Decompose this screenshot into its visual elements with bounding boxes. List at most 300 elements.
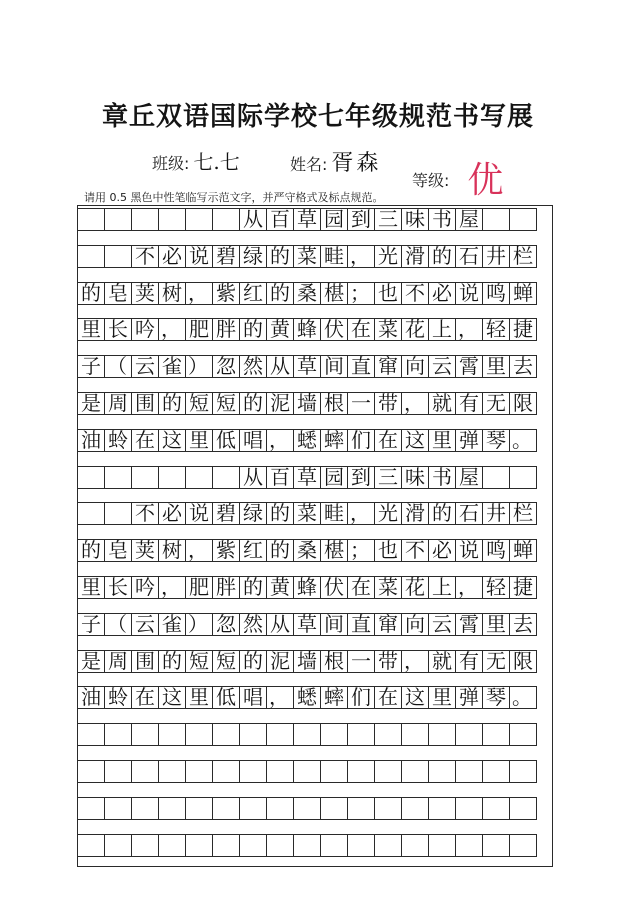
grid-cell <box>104 797 132 820</box>
grid-cell: 低 <box>212 686 240 709</box>
grid-cell: 从 <box>239 208 267 231</box>
grid-cell <box>212 208 240 231</box>
class-value: 七.七 <box>193 150 240 174</box>
grid-cell: 。 <box>509 429 537 452</box>
grid-cell: 蛉 <box>104 429 132 452</box>
writing-row <box>77 760 553 783</box>
grid-cell: 就 <box>428 392 456 415</box>
grid-cell: 限 <box>509 650 537 673</box>
grid-cell: 里 <box>77 576 105 599</box>
grid-cell <box>77 245 105 268</box>
grid-cell: 绿 <box>239 502 267 525</box>
grid-cell: 在 <box>131 686 159 709</box>
grid-cell <box>455 723 483 746</box>
grid-cell <box>455 760 483 783</box>
grid-cell <box>131 208 159 231</box>
grid-cell: 是 <box>77 650 105 673</box>
grid-cell: 上 <box>428 318 456 341</box>
writing-row <box>77 282 553 305</box>
grid-cell: 味 <box>401 208 429 231</box>
grid-cell: 说 <box>185 245 213 268</box>
grid-cell: 畦 <box>320 245 348 268</box>
grid-cell <box>320 834 348 857</box>
grid-cell <box>374 760 402 783</box>
grid-cell <box>482 466 510 489</box>
grid-cell <box>77 834 105 857</box>
grid-cell <box>428 834 456 857</box>
grid-cell <box>482 797 510 820</box>
grid-cell: 皂 <box>104 539 132 562</box>
grid-cell: 伏 <box>320 318 348 341</box>
grid-cell <box>158 208 186 231</box>
grid-cell: 云 <box>428 613 456 636</box>
grid-cell: 里 <box>482 613 510 636</box>
grid-cell: 这 <box>158 429 186 452</box>
grid-cell: 是 <box>77 392 105 415</box>
grid-cell: 不 <box>131 502 159 525</box>
grid-cell <box>158 723 186 746</box>
grid-cell: 捷 <box>509 318 537 341</box>
grid-cell: 短 <box>185 650 213 673</box>
grid-cell: 蝉 <box>509 282 537 305</box>
grid-cell <box>131 723 159 746</box>
grid-cell: 忽 <box>212 613 240 636</box>
grid-cell: 蛉 <box>104 686 132 709</box>
grid-cell <box>455 834 483 857</box>
grid-cell <box>185 760 213 783</box>
page-title: 章丘双语国际学校七年级规范书写展 <box>101 102 534 132</box>
grid-cell: 油 <box>77 686 105 709</box>
grid-cell: 上 <box>428 576 456 599</box>
grid-cell <box>266 760 294 783</box>
grid-cell: 紫 <box>212 539 240 562</box>
grid-cell: 泥 <box>266 392 294 415</box>
grid-cell: 光 <box>374 245 402 268</box>
grid-cell: 然 <box>239 613 267 636</box>
grid-cell: 必 <box>158 245 186 268</box>
grid-cell <box>77 466 105 489</box>
grid-cell: 桑 <box>293 539 321 562</box>
grid-cell: 在 <box>131 429 159 452</box>
grid-cell: 园 <box>320 466 348 489</box>
grid-cell: 里 <box>185 686 213 709</box>
grid-cell: 草 <box>293 208 321 231</box>
grid-cell <box>320 760 348 783</box>
grid-cell: ） <box>185 355 213 378</box>
grid-cell: 也 <box>374 282 402 305</box>
grid-cell: 们 <box>347 686 375 709</box>
grid-cell: 不 <box>131 245 159 268</box>
grid-cell: 必 <box>428 539 456 562</box>
writing-row <box>77 539 553 562</box>
grid-cell <box>320 797 348 820</box>
grid-cell: 肥 <box>185 318 213 341</box>
grid-cell <box>239 760 267 783</box>
grid-cell: 就 <box>428 650 456 673</box>
grid-cell: 围 <box>131 650 159 673</box>
grid-cell <box>158 760 186 783</box>
writing-row <box>77 502 553 525</box>
grid-cell: 从 <box>239 466 267 489</box>
grid-cell <box>428 723 456 746</box>
grid-cell: 唱 <box>239 686 267 709</box>
grid-cell: 向 <box>401 355 429 378</box>
grid-cell <box>509 797 537 820</box>
grid-cell: ， <box>401 650 429 673</box>
grid-cell: 从 <box>266 613 294 636</box>
grid-cell: 滑 <box>401 502 429 525</box>
grid-cell: 里 <box>77 318 105 341</box>
writing-row <box>77 834 553 857</box>
grid-cell: 伏 <box>320 576 348 599</box>
grid-cell: 草 <box>293 466 321 489</box>
grid-cell: 桑 <box>293 282 321 305</box>
grid-cell: 不 <box>401 282 429 305</box>
grid-cell: 周 <box>104 392 132 415</box>
grid-cell: 到 <box>347 208 375 231</box>
grid-cell: 子 <box>77 613 105 636</box>
grid-cell: 窜 <box>374 613 402 636</box>
grid-cell: 椹 <box>320 539 348 562</box>
grid-cell: 草 <box>293 613 321 636</box>
grid-cell: 屋 <box>455 466 483 489</box>
grade-field <box>412 146 504 201</box>
grid-cell: 这 <box>158 686 186 709</box>
grid-cell <box>77 760 105 783</box>
writing-row <box>77 208 553 231</box>
grid-cell: 胖 <box>212 576 240 599</box>
grid-cell: （ <box>104 355 132 378</box>
grid-cell <box>239 834 267 857</box>
writing-row <box>77 576 553 599</box>
grid-cell <box>347 834 375 857</box>
grid-cell: 园 <box>320 208 348 231</box>
grid-cell <box>482 760 510 783</box>
grid-cell: ， <box>266 686 294 709</box>
grid-cell: 蟋 <box>293 429 321 452</box>
grid-cell: 皂 <box>104 282 132 305</box>
class-label: 班级: <box>152 154 190 173</box>
grid-cell: 书 <box>428 466 456 489</box>
grid-cell: 雀 <box>158 613 186 636</box>
grid-cell: 弹 <box>455 686 483 709</box>
grid-cell: ， <box>185 539 213 562</box>
grid-cell: 去 <box>509 355 537 378</box>
grid-cell <box>77 723 105 746</box>
grid-cell: 轻 <box>482 318 510 341</box>
grid-cell: 琴 <box>482 429 510 452</box>
grid-cell <box>428 760 456 783</box>
grid-cell <box>509 834 537 857</box>
grid-cell: 栏 <box>509 245 537 268</box>
grid-cell: 的 <box>158 650 186 673</box>
writing-row <box>77 613 553 636</box>
grid-cell: 的 <box>239 392 267 415</box>
grid-cell: 唱 <box>239 429 267 452</box>
grid-cell: ， <box>266 429 294 452</box>
grid-cell: 屋 <box>455 208 483 231</box>
grid-cell: ， <box>158 318 186 341</box>
grid-cell <box>509 466 537 489</box>
grid-cell: 椹 <box>320 282 348 305</box>
grid-cell: 说 <box>455 282 483 305</box>
grid-cell: 油 <box>77 429 105 452</box>
grid-cell: 的 <box>77 539 105 562</box>
grid-cell: 琴 <box>482 686 510 709</box>
grid-cell: 直 <box>347 613 375 636</box>
grid-cell: 碧 <box>212 502 240 525</box>
grid-cell: 们 <box>347 429 375 452</box>
grid-cell: 根 <box>320 650 348 673</box>
grid-cell <box>185 723 213 746</box>
grid-cell <box>293 834 321 857</box>
grid-cell: 里 <box>482 355 510 378</box>
grid-cell: 吟 <box>131 576 159 599</box>
writing-row <box>77 318 553 341</box>
grid-cell <box>104 760 132 783</box>
grid-cell: 滑 <box>401 245 429 268</box>
grid-cell: 捷 <box>509 576 537 599</box>
writing-row <box>77 392 553 415</box>
grid-cell <box>104 502 132 525</box>
grade-label: 等级: <box>412 171 450 190</box>
grid-cell <box>239 723 267 746</box>
writing-row <box>77 466 553 489</box>
grid-cell: 的 <box>428 245 456 268</box>
grid-cell: 红 <box>239 282 267 305</box>
grade-value: 优 <box>467 160 504 201</box>
grid-cell: ， <box>455 576 483 599</box>
grid-cell: 低 <box>212 429 240 452</box>
grid-cell <box>104 834 132 857</box>
grid-cell: 的 <box>239 576 267 599</box>
grid-cell: 然 <box>239 355 267 378</box>
grid-cell: 书 <box>428 208 456 231</box>
grid-cell: 三 <box>374 466 402 489</box>
grid-cell: 必 <box>428 282 456 305</box>
grid-cell: 肥 <box>185 576 213 599</box>
writing-row <box>77 723 553 746</box>
grid-cell: 树 <box>158 539 186 562</box>
grid-cell: 蟋 <box>293 686 321 709</box>
grid-cell <box>509 760 537 783</box>
grid-cell: ， <box>347 502 375 525</box>
grid-cell <box>266 834 294 857</box>
grid-cell: 百 <box>266 208 294 231</box>
name-field <box>290 146 381 174</box>
grid-cell <box>212 466 240 489</box>
grid-cell: 草 <box>293 355 321 378</box>
grid-cell: 在 <box>374 686 402 709</box>
grid-cell: 在 <box>374 429 402 452</box>
grid-cell: 的 <box>77 282 105 305</box>
grid-cell: 向 <box>401 613 429 636</box>
grid-cell: ） <box>185 613 213 636</box>
grid-cell <box>482 723 510 746</box>
grid-cell: ； <box>347 539 375 562</box>
grid-cell: 有 <box>455 392 483 415</box>
grid-cell <box>212 797 240 820</box>
grid-cell <box>185 834 213 857</box>
grid-cell: 带 <box>374 650 402 673</box>
grid-cell: 黄 <box>266 576 294 599</box>
grid-cell: 一 <box>347 392 375 415</box>
grid-cell <box>347 797 375 820</box>
grid-cell: 霄 <box>455 355 483 378</box>
grid-cell <box>347 760 375 783</box>
grid-cell: 根 <box>320 392 348 415</box>
grid-cell: 石 <box>455 245 483 268</box>
grid-cell: 云 <box>131 613 159 636</box>
grid-cell: 说 <box>455 539 483 562</box>
grid-cell: 井 <box>482 245 510 268</box>
grid-cell: 鸣 <box>482 539 510 562</box>
grid-cell: 必 <box>158 502 186 525</box>
grid-cell <box>509 208 537 231</box>
grid-cell: （ <box>104 613 132 636</box>
grid-cell: 百 <box>266 466 294 489</box>
grid-cell: 在 <box>347 318 375 341</box>
grid-cell: 胖 <box>212 318 240 341</box>
grid-cell <box>131 797 159 820</box>
grid-cell: 短 <box>212 650 240 673</box>
grid-cell: 云 <box>131 355 159 378</box>
grid-cell <box>266 723 294 746</box>
grid-cell <box>77 797 105 820</box>
grid-cell: 鸣 <box>482 282 510 305</box>
grid-cell: 子 <box>77 355 105 378</box>
grid-cell: 限 <box>509 392 537 415</box>
grid-cell: 蜂 <box>293 576 321 599</box>
grid-cell: 不 <box>401 539 429 562</box>
grid-cell <box>131 760 159 783</box>
grid-cell: 雀 <box>158 355 186 378</box>
grid-cell: 无 <box>482 650 510 673</box>
grid-cell: 的 <box>266 539 294 562</box>
grid-cell <box>293 723 321 746</box>
class-field <box>152 146 240 174</box>
grid-cell <box>266 797 294 820</box>
grid-cell <box>401 760 429 783</box>
grid-cell: 一 <box>347 650 375 673</box>
writing-row <box>77 650 553 673</box>
grid-cell: 无 <box>482 392 510 415</box>
grid-cell: 花 <box>401 318 429 341</box>
grid-cell <box>131 834 159 857</box>
grid-cell <box>374 834 402 857</box>
grid-cell <box>104 723 132 746</box>
grid-cell: 蟀 <box>320 429 348 452</box>
grid-cell: ， <box>347 245 375 268</box>
grid-cell <box>104 245 132 268</box>
grid-cell <box>77 502 105 525</box>
grid-cell: 里 <box>185 429 213 452</box>
grid-cell <box>320 723 348 746</box>
grid-cell: 墙 <box>293 650 321 673</box>
writing-row <box>77 429 553 452</box>
grid-cell: 里 <box>428 429 456 452</box>
grid-cell: 蝉 <box>509 539 537 562</box>
grid-cell: 从 <box>266 355 294 378</box>
grid-cell <box>482 208 510 231</box>
grid-cell <box>104 208 132 231</box>
grid-cell: 霄 <box>455 613 483 636</box>
grid-cell: 这 <box>401 686 429 709</box>
grid-cell <box>347 723 375 746</box>
grid-cell: 去 <box>509 613 537 636</box>
grid-cell: 花 <box>401 576 429 599</box>
grid-cell: 红 <box>239 539 267 562</box>
grid-cell <box>401 723 429 746</box>
grid-cell: 到 <box>347 466 375 489</box>
grid-cell: 的 <box>158 392 186 415</box>
grid-cell: 菜 <box>293 502 321 525</box>
grid-cell <box>185 797 213 820</box>
grid-cell <box>158 466 186 489</box>
writing-row <box>77 245 553 268</box>
grid-cell: 忽 <box>212 355 240 378</box>
grid-cell: 菜 <box>293 245 321 268</box>
grid-cell: ， <box>455 318 483 341</box>
grid-cell: 菜 <box>374 318 402 341</box>
grid-cell: 的 <box>239 650 267 673</box>
grid-cell <box>455 797 483 820</box>
grid-cell: ， <box>401 392 429 415</box>
grid-cell: 石 <box>455 502 483 525</box>
grid-cell <box>401 834 429 857</box>
grid-cell: 味 <box>401 466 429 489</box>
grid-cell: 围 <box>131 392 159 415</box>
name-value: 胥森 <box>331 151 382 176</box>
grid-cell <box>293 797 321 820</box>
grid-cell <box>77 208 105 231</box>
grid-cell: 墙 <box>293 392 321 415</box>
grid-cell <box>374 723 402 746</box>
grid-cell: 泥 <box>266 650 294 673</box>
grid-cell: 三 <box>374 208 402 231</box>
grid-cell <box>239 797 267 820</box>
grid-cell: ， <box>158 576 186 599</box>
grid-cell: ； <box>347 282 375 305</box>
grid-cell <box>374 797 402 820</box>
grid-cell: 黄 <box>266 318 294 341</box>
grid-cell: 间 <box>320 613 348 636</box>
grid-cell <box>104 466 132 489</box>
grid-cell: 的 <box>266 245 294 268</box>
grid-cell <box>401 797 429 820</box>
grid-cell <box>158 834 186 857</box>
grid-cell: 这 <box>401 429 429 452</box>
grid-cell: 蜂 <box>293 318 321 341</box>
grid-cell: 间 <box>320 355 348 378</box>
grid-cell: 里 <box>428 686 456 709</box>
writing-row <box>77 355 553 378</box>
grid-cell: 窜 <box>374 355 402 378</box>
grid-cell <box>212 834 240 857</box>
grid-cell: 在 <box>347 576 375 599</box>
grid-cell: ， <box>185 282 213 305</box>
grid-cell: 轻 <box>482 576 510 599</box>
grid-cell <box>158 797 186 820</box>
grid-cell: 菜 <box>374 576 402 599</box>
grid-cell <box>185 208 213 231</box>
grid-cell: 说 <box>185 502 213 525</box>
grid-cell <box>212 723 240 746</box>
grid-cell: 荚 <box>131 282 159 305</box>
grid-cell <box>131 466 159 489</box>
grid-cell: 长 <box>104 576 132 599</box>
grid-cell: 栏 <box>509 502 537 525</box>
